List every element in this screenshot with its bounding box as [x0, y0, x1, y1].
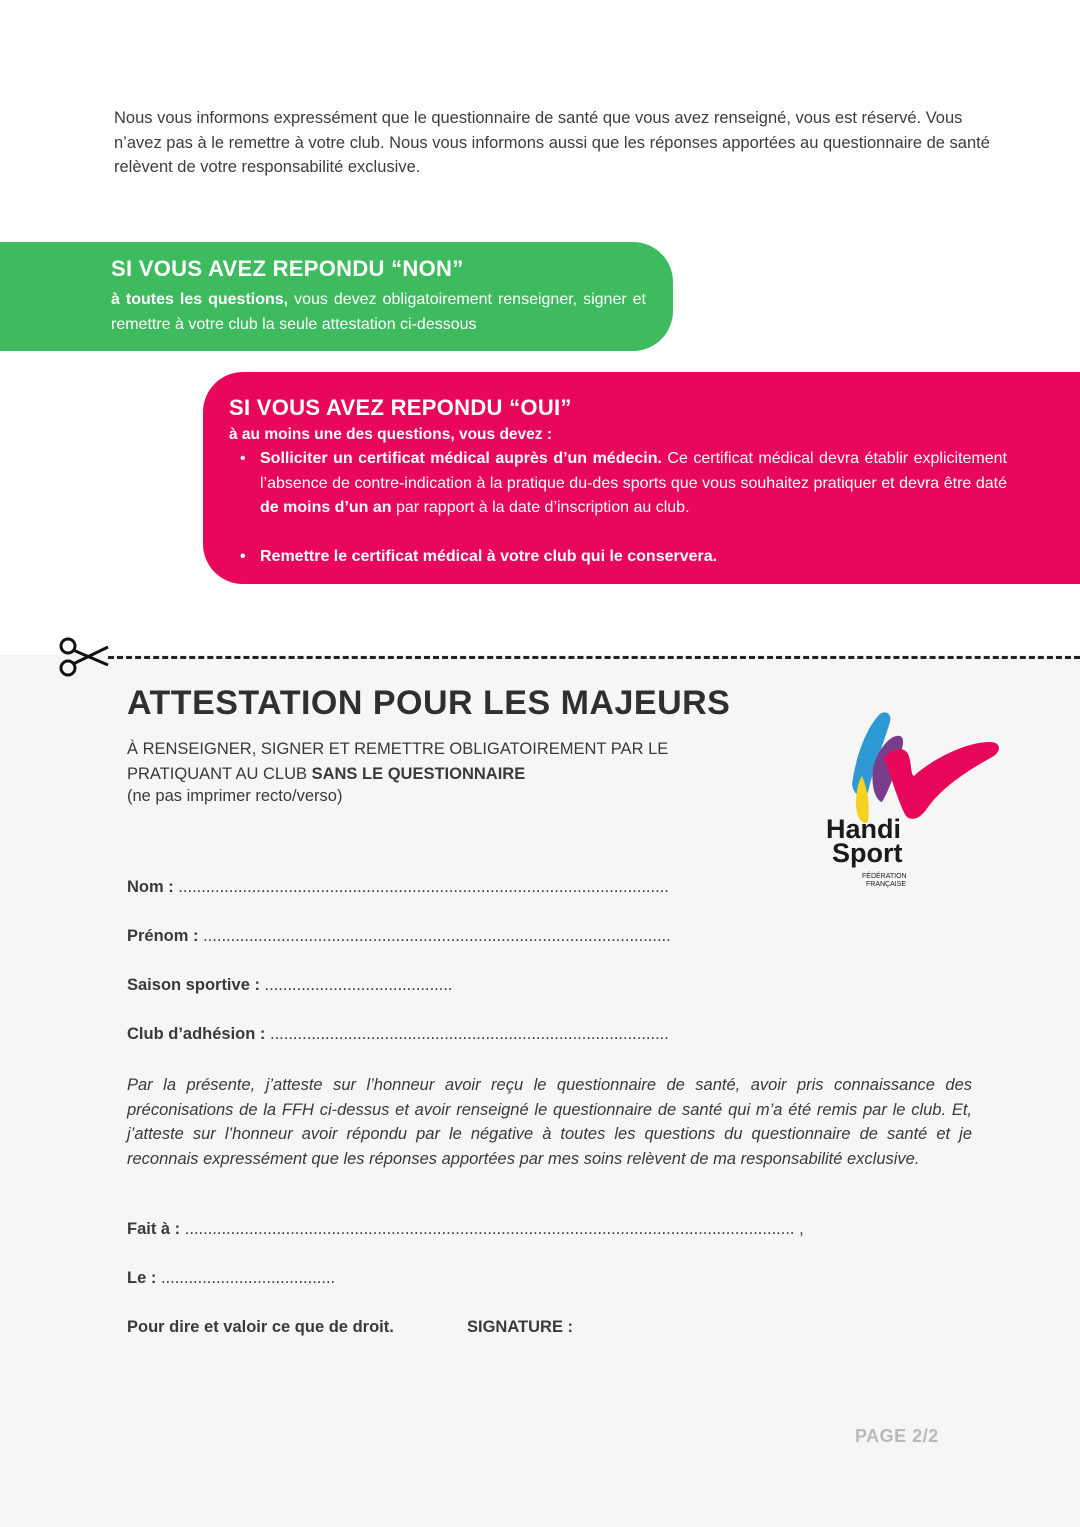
attestation-note: (ne pas imprimer recto/verso): [127, 787, 343, 805]
field-prenom[interactable]: [127, 927, 671, 946]
answer-yes-bullet-2: • Remettre le certificat médical à votre club qui le conservera.: [260, 545, 1007, 570]
field-club[interactable]: [127, 1025, 669, 1044]
answer-no-body: vous devez obligatoirement renseigner, signer et remettre à votre club la seule attestation ci-dessous: [111, 291, 646, 333]
intro-paragraph: [114, 106, 1014, 180]
field-club-label: Club d’adhésion :: [127, 1025, 266, 1043]
scissors-icon: [58, 635, 112, 679]
logo-line-4: FRANÇAISE: [866, 881, 907, 888]
closing-line: Pour dire et valoir ce que de droit.: [127, 1318, 394, 1336]
cut-line: [108, 656, 1080, 659]
bullet1-text1: Ce certificat médical devra établir explicitement l’absence de contre-indication à la pratique du-des sports que vous souhaitez pratiquer et devra être daté: [260, 450, 1007, 492]
field-fait-a[interactable]: [127, 1220, 804, 1239]
answer-no-box: [0, 242, 673, 351]
logo-line-1: Handi: [826, 814, 902, 844]
field-prenom-dots: ......................................................................................................: [203, 927, 671, 945]
attestation-subtitle-bold: SANS LE QUESTIONNAIRE: [311, 765, 526, 783]
attestation-subtitle: [127, 737, 767, 787]
field-club-dots: .......................................................................................: [270, 1025, 669, 1043]
intro-text: Nous vous informons expressément que le questionnaire de santé que vous avez renseigné, vous est réservé. Vous n’avez pas à le remettre à votre club. Nous vous informons aussi que les réponses apportées au questionnaire de santé relèvent de votre responsabilité exclusive.: [114, 109, 990, 176]
field-fait-dots: ..................................................................................................................................... ,: [184, 1220, 804, 1238]
handisport-logo: [822, 706, 1004, 891]
page-number: PAGE 2/2: [855, 1426, 939, 1446]
answer-yes-title: SI VOUS AVEZ REPONDU “OUI”: [229, 395, 572, 420]
attestation-title: ATTESTATION POUR LES MAJEURS: [127, 684, 731, 722]
answer-yes-bullet-1: [260, 447, 1007, 521]
answer-yes-lead: à au moins une des questions, vous devez :: [229, 426, 552, 443]
field-nom-label: Nom :: [127, 878, 174, 896]
answer-no-text: [111, 288, 646, 337]
answer-yes-box: [203, 372, 1080, 584]
bullet1-bold: Solliciter un certificat médical auprès d’un médecin.: [260, 450, 662, 467]
field-prenom-label: Prénom :: [127, 927, 199, 945]
answer-no-title: SI VOUS AVEZ REPONDU “NON”: [111, 256, 464, 281]
answer-no-lead: à toutes les questions,: [111, 291, 289, 308]
field-le[interactable]: [127, 1269, 335, 1288]
field-le-label: Le :: [127, 1269, 157, 1287]
field-saison[interactable]: [127, 976, 453, 995]
bullet1-text2: par rapport à la date d’inscription au club.: [391, 499, 690, 516]
attestation-subtitle-plain: À RENSEIGNER, SIGNER ET REMETTRE OBLIGATOIREMENT PAR LE PRATIQUANT AU CLUB: [127, 740, 669, 783]
field-fait-label: Fait à :: [127, 1220, 181, 1238]
logo-line-3: FÉDÉRATION: [862, 873, 907, 880]
field-nom-dots: ...........................................................................................................: [178, 878, 669, 896]
field-saison-label: Saison sportive :: [127, 976, 260, 994]
logo-line-2: Sport: [832, 838, 903, 868]
field-saison-dots: .........................................: [264, 976, 453, 994]
signature-field[interactable]: SIGNATURE :: [467, 1318, 574, 1336]
bullet1-bold2: de moins d’un an: [260, 499, 392, 516]
field-nom[interactable]: [127, 878, 669, 897]
field-le-dots: ......................................: [160, 1269, 336, 1287]
attestation-statement: Par la présente, j’atteste sur l’honneur avoir reçu le questionnaire de santé, avoir pris connaissance des préconisations de la FFH ci-dessus et avoir renseigné le questionnaire de santé qui m’a été remis par le club. Et, j’atteste sur l’honneur avoir répondu par le négative à toutes les questions du questionnaire de santé et je reconnais expressément que les réponses apportées par mes soins relèvent de ma responsabilité exclusive.: [127, 1076, 972, 1168]
